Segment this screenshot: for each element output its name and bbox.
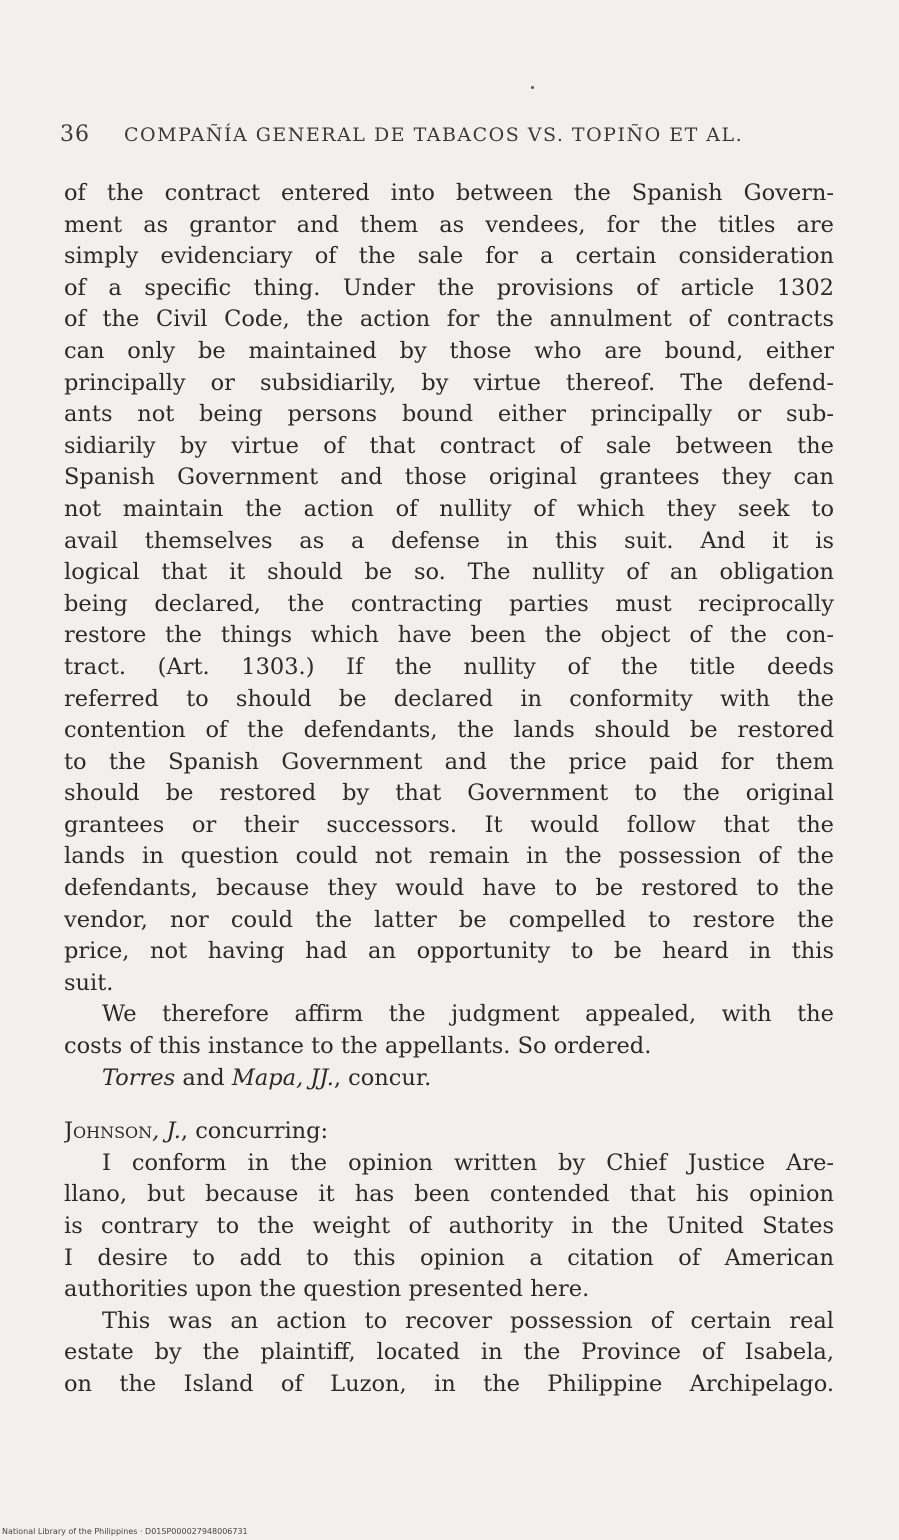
text-line: of a specific thing. Under the provisions of article 1302 [64,274,834,301]
text-line: tract. (Art. 1303.) If the nullity of the title deeds [64,653,834,680]
text-line: principally or subsidiarily, by virtue thereof. The defend- [64,369,834,396]
paragraph-continuation [64,178,834,999]
speck-mark [531,86,534,89]
text-line: price, not having had an opportunity to be heard in this [64,938,834,965]
text-line: sidiarily by virtue of that contract of sale between the [64,432,834,459]
text-line: to the Spanish Government and the price paid for them [64,748,834,775]
scan-footer: National Library of the Philippines · D01SP000027948006731 [2,1527,248,1536]
paragraph-judgment [64,999,834,1062]
text-line: simply evidenciary of the sale for a certain consideration [64,243,834,270]
text-line: costs of this instance to the appellants. So ordered. [64,1033,652,1060]
text-line: suit. [64,969,114,996]
text-line: avail themselves as a defense in this suit. And it is [64,527,834,554]
justice-name: Torres [102,1064,176,1091]
text-line: lands in question could not remain in the possession of the [64,843,834,870]
text-line: We therefore affirm the judgment appealed, with the [102,1001,834,1028]
text-line: defendants, because they would have to be restored to the [64,875,834,902]
concur-text: , concur. [333,1064,432,1091]
text-line: ants not being persons bound either principally or sub- [64,401,834,428]
paragraph-concurring [64,1148,834,1306]
text-line: restore the things which have been the object of the con- [64,622,834,649]
paragraph-action [64,1306,834,1401]
text-line: llano, but because it has been contended that his opinion [64,1181,834,1208]
text-line: authorities upon the question presented here. [64,1276,590,1303]
justice-name: Johnson [64,1118,153,1145]
conjunction: and [175,1064,232,1091]
text-line: grantees or their successors. It would follow that the [64,811,834,838]
text-line: referred to should be declared in conformity with the [64,685,834,712]
page-number: 36 [60,122,90,147]
text-line: I conform in the opinion written by Chief Justice Are- [102,1149,834,1176]
text-line: Spanish Government and those original grantees they can [64,464,834,491]
text-line: is contrary to the weight of authority in the United States [64,1213,834,1239]
text-line: logical that it should be so. The nullity of an obligation [64,559,834,586]
text-line: being declared, the contracting parties must reciprocally [64,590,834,617]
text-line: should be restored by that Government to the original [64,780,834,807]
running-title: COMPAÑÍA GENERAL DE TABACOS VS. TOPIÑO ET AL. [124,124,744,146]
body-text [64,178,834,1401]
heading-text: , concurring: [180,1118,329,1145]
text-line: of the Civil Code, the action for the annulment of contracts [64,306,834,333]
text-line: I desire to add to this opinion a citation of American [64,1244,834,1271]
opinion-heading [64,1116,834,1148]
justice-title: , J. [152,1118,181,1145]
text-line: of the contract entered into between the Spanish Govern- [64,180,834,206]
text-line: ment as grantor and them as vendees, for the titles are [64,211,834,238]
text-line: can only be maintained by those who are bound, either [64,337,834,364]
text-line: not maintain the action of nullity of which they seek to [64,495,834,522]
justice-name: Mapa [231,1064,297,1091]
concur-line [64,1063,834,1095]
text-line: contention of the defendants, the lands should be restored [64,717,834,744]
text-line: vendor, nor could the latter be compelled to restore the [64,906,834,933]
justices-abbrev: , JJ. [296,1064,334,1091]
text-line: This was an action to recover possession of certain real [102,1307,834,1334]
text-line: estate by the plaintiff, located in the Province of Isabela, [64,1339,834,1366]
text-line: on the Island of Luzon, in the Philippine Archipelago. [64,1370,834,1397]
spacer [64,1094,834,1116]
page-header [60,122,840,147]
